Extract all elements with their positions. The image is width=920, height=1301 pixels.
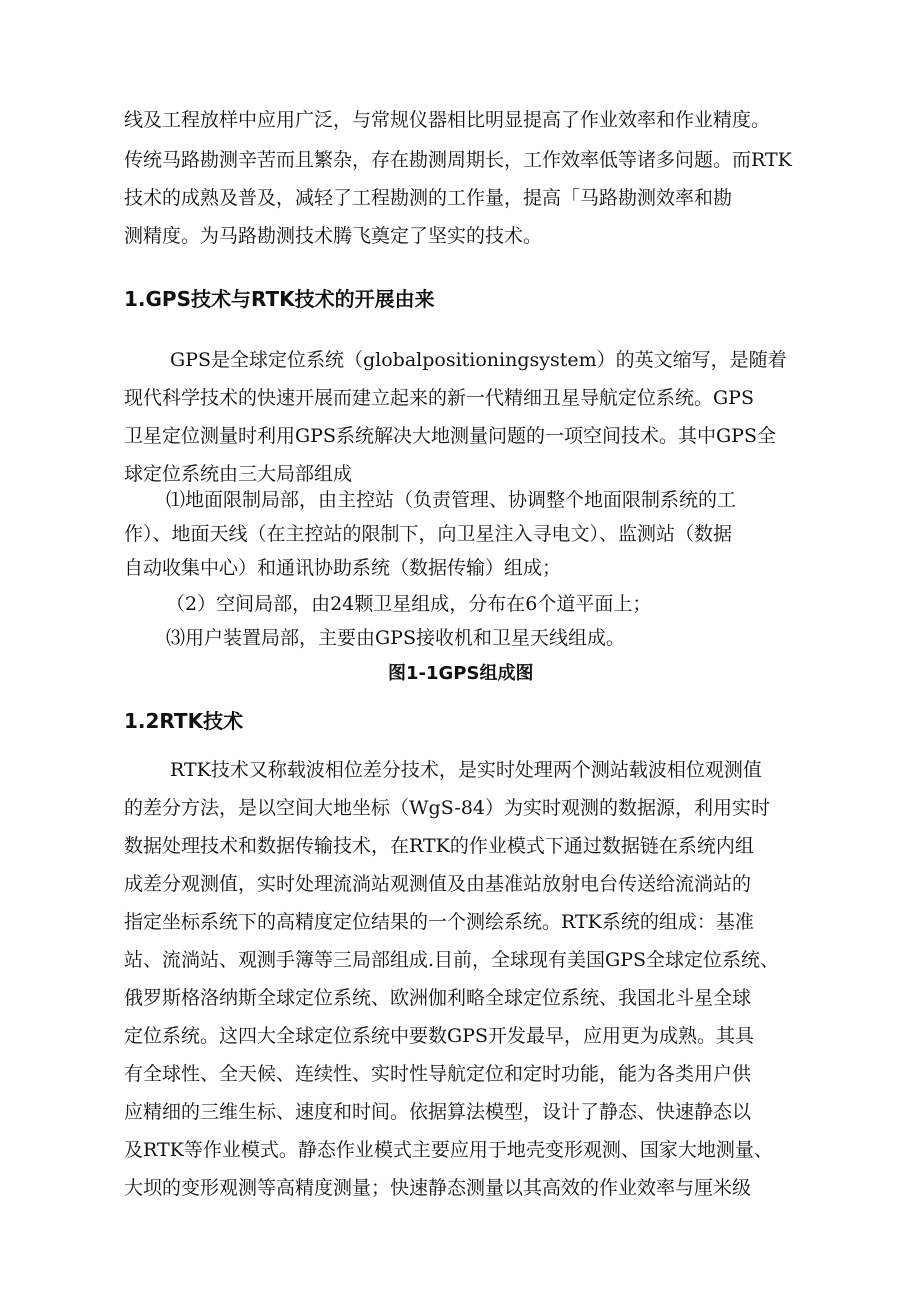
paragraph-line: 的差分方法，是以空间大地坐标（WgS-84）为实时观测的数据源，利用实时 bbox=[124, 797, 771, 819]
paragraph-line: 应精细的三维生标、速度和时间。依据算法模型，设计了静态、快速静态以 bbox=[124, 1101, 752, 1123]
paragraph-line: 有全球性、全天候、连续性、实时性导航定位和定时功能，能为各类用户供 bbox=[124, 1063, 752, 1085]
section-heading: 1.GPS技术与RTK技术的开展由来 bbox=[124, 287, 435, 311]
paragraph-line: 卫星定位测量时利用GPS系统解决大地测量问题的一项空间技术。其中GPS全 bbox=[124, 425, 776, 447]
section-heading: 1.2RTK技术 bbox=[124, 709, 244, 733]
paragraph-line: 站、流淌站、观测手簿等三局部组成.目前，全球现有美国GPS全球定位系统、 bbox=[124, 949, 780, 971]
intro-line: 技术的成熟及普及，减轻了工程勘测的工作量，提高「马路勘测效率和勘 bbox=[124, 187, 733, 209]
paragraph-line: 定位系统。这四大全球定位系统中要数GPS开发最早，应用更为成熟。其具 bbox=[124, 1025, 754, 1047]
list-item-line: 自动收集中心）和通讯协助系统（数据传输）组成； bbox=[124, 557, 562, 579]
intro-line: 线及工程放样中应用广泛，与常规仪器相比明显提高了作业效率和作业精度。 bbox=[124, 109, 771, 131]
paragraph-line: 俄罗斯格洛纳斯全球定位系统、欧洲伽利略全球定位系统、我国北斗星全球 bbox=[124, 987, 752, 1009]
paragraph-line: GPS是全球定位系统（globalpositioningsystem）的英文缩写，是随着 bbox=[170, 349, 787, 371]
list-item: （2）空间局部，由24颗卫星组成，分布在6个道平面上； bbox=[166, 593, 652, 615]
paragraph-line: 成差分观测值，实时处理流淌站观测值及由基准站放射电台传送给流淌站的 bbox=[124, 873, 752, 895]
list-item: ⑶用户装置局部，主要由GPS接收机和卫星天线组成。 bbox=[166, 627, 625, 649]
list-item-line: ⑴地面限制局部，由主控站（负责管理、协调整个地面限制系统的工 bbox=[166, 489, 737, 511]
intro-line: 传统马路勘测辛苦而且繁杂，存在勘测周期长，工作效率低等诸多问题。而RTK bbox=[124, 149, 792, 171]
paragraph-line: 数据处理技术和数据传输技术，在RTK的作业模式下通过数据链在系统内组 bbox=[124, 835, 754, 857]
paragraph-line: 指定坐标系统下的高精度定位结果的一个测绘系统。RTK系统的组成：基准 bbox=[124, 911, 754, 933]
list-item-line: 作）、地面天线（在主控站的限制下，向卫星注入寻电文）、监测站（数据 bbox=[124, 523, 733, 545]
paragraph-line: RTK技术又称载波相位差分技术，是实时处理两个测站载波相位观测值 bbox=[170, 759, 762, 781]
paragraph-line: 大坝的变形观测等高精度测量；快速静态测量以其高效的作业效率与厘米级 bbox=[124, 1177, 752, 1199]
paragraph-line: 及RTK等作业模式。静态作业模式主要应用于地壳变形观测、国家大地测量、 bbox=[124, 1139, 773, 1161]
paragraph-line: 球定位系统由三大局部组成 bbox=[124, 463, 353, 485]
paragraph-line: 现代科学技术的快速开展而建立起来的新一代精细丑星导航定位系统。GPS bbox=[124, 387, 754, 409]
intro-line: 测精度。为马路勘测技术腾飞奠定了坚实的技术。 bbox=[124, 225, 543, 247]
figure-caption: 图1-1GPS组成图 bbox=[388, 663, 534, 684]
